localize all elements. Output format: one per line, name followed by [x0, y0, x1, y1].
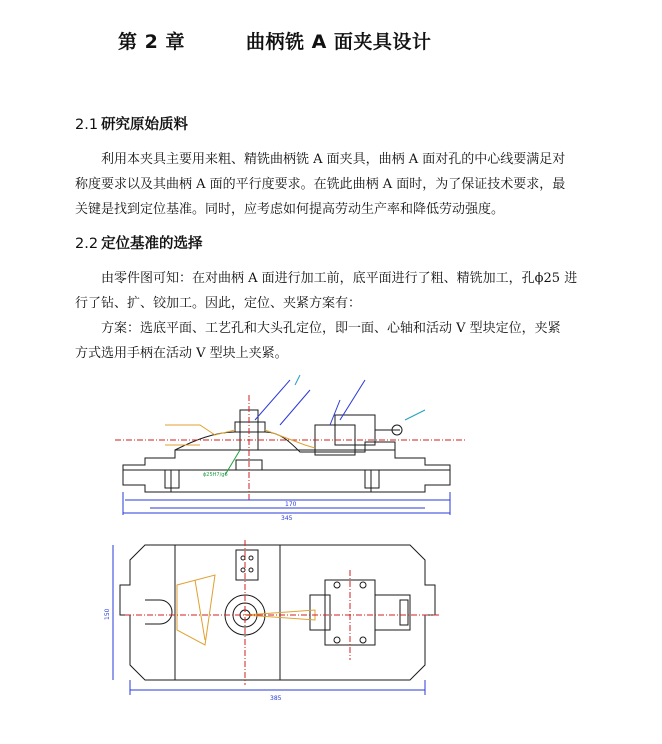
chapter-heading [118, 27, 431, 54]
paragraph-2-2-a: 由零件图可知：在对曲柄 A 面进行加工前，底平面进行了粗、精铣加工，孔ϕ25 进 行了钻、扩、铰加工。因此，定位、夹紧方案有： [75, 271, 578, 311]
top-dim-height: 150 [104, 608, 111, 620]
front-dim-inner: 170 [285, 501, 297, 508]
fixture-drawing [105, 370, 575, 740]
front-dim-outer: 345 [281, 515, 293, 522]
chapter-number: 第 2 章 [118, 31, 185, 53]
fit-note: ϕ25H7/g6 [203, 472, 228, 478]
section-heading-2-2: 2.2 定位基准的选择 [75, 236, 203, 252]
top-dim-width: 385 [270, 695, 282, 702]
fixture-drawing-svg [105, 370, 575, 740]
front-view [123, 410, 450, 492]
section-heading-2-1: 2.1 研究原始质料 [75, 117, 189, 133]
paragraph-2-1: 利用本夹具主要用来粗、精铣曲柄铣 A 面夹具，曲柄 A 面对孔的中心线要满足对 称度要求以及其曲柄 A 面的平行度要求。在铣此曲柄 A 面时，为了保证技术要求，最 关键是找到定位基准。同时，应考虑如何提高劳动生产率和降低劳动强度。 [75, 152, 566, 217]
paragraph-2-2-b: 方案：选底平面、工艺孔和大头孔定位，即一面、心轴和活动 V 型块定位，夹紧 方式选用手柄在活动 V 型块上夹紧。 [75, 321, 561, 361]
chapter-title: 曲柄铣 A 面夹具设计 [246, 31, 432, 53]
